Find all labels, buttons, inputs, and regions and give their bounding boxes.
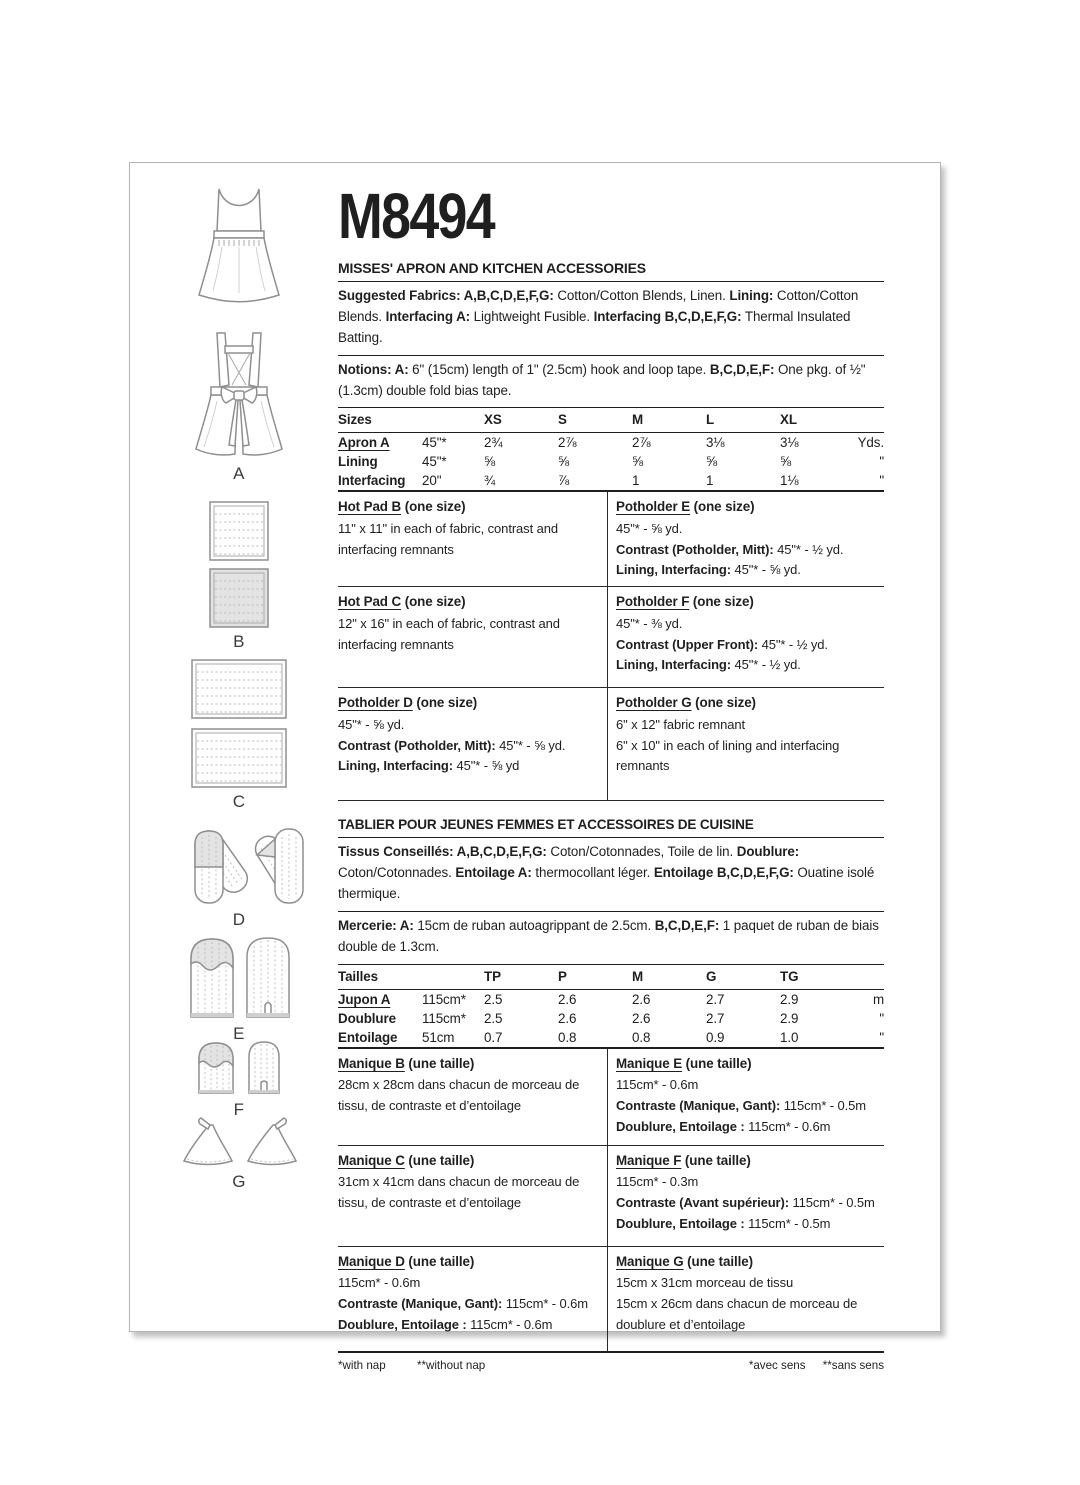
- text-segment: Doublure:: [736, 844, 800, 860]
- fabric-width: 20": [422, 473, 442, 489]
- text-segment: 31cm x 41cm dans chacun de morceau de tissu, de contraste et d’entoilage: [338, 1174, 580, 1211]
- notions-en: [338, 360, 884, 402]
- text-segment: 6" x 12" fabric remnant: [616, 716, 746, 732]
- row-label: Interfacing: [338, 473, 406, 489]
- requirement-line: [616, 635, 884, 656]
- text-segment: 115cm* - 0.6m: [338, 1275, 421, 1291]
- yardage-value: 2.7: [706, 1010, 725, 1026]
- text-segment: 45"* - ½ yd.: [758, 636, 828, 652]
- content-column: [338, 163, 884, 1372]
- text-segment: 6" x 10" in each of lining and interfacing remnants: [616, 737, 840, 774]
- notions-fr: [338, 916, 884, 958]
- text-segment: 115cm* - 0.3m: [616, 1174, 699, 1190]
- requirement-line: [338, 715, 597, 736]
- view-title: Manique B (une taille): [338, 1055, 475, 1071]
- divider: [338, 837, 884, 838]
- requirements-cell: [338, 1246, 607, 1351]
- size-column-header: TP: [484, 965, 558, 990]
- requirement-line: [616, 736, 884, 778]
- text-segment: Ouatine isolé thermique.: [338, 865, 875, 902]
- text-segment: Contrast (Upper Front):: [616, 636, 759, 652]
- text-segment: Lining, Interfacing:: [616, 657, 731, 673]
- text-segment: Notions: A:: [338, 361, 409, 377]
- text-segment: Mercerie: A:: [338, 918, 414, 934]
- requirement-line: [338, 519, 597, 561]
- text-segment: B,C,D,E,F:: [709, 361, 775, 377]
- pattern-description-en: MISSES' APRON AND KITCHEN ACCESSORIES: [338, 259, 646, 276]
- view-title: Hot Pad C (one size): [338, 594, 466, 610]
- requirement-line: [616, 1075, 884, 1096]
- yardage-value: 2⅞: [632, 435, 651, 451]
- size-column-header: S: [558, 408, 632, 433]
- yardage-table-fr: [338, 965, 884, 1047]
- requirement-line: [616, 1172, 884, 1193]
- requirement-line: [616, 655, 884, 676]
- divider: [338, 1351, 884, 1353]
- view-title: Manique C (une taille): [338, 1152, 475, 1168]
- yardage-value: 3⅛: [706, 435, 725, 451]
- figure-hotpad-b: [144, 501, 334, 652]
- size-column-header: P: [558, 965, 632, 990]
- requirement-line: [338, 756, 597, 777]
- requirements-cell: [338, 1145, 607, 1246]
- text-segment: Interfacing A:: [385, 308, 470, 324]
- figure-cone-potholder-g: [144, 1115, 334, 1192]
- text-segment: Contrast (Potholder, Mitt):: [616, 541, 774, 557]
- yardage-value: 2.6: [632, 991, 651, 1007]
- hot-pad-c-illustration: [190, 659, 288, 789]
- garment-illustrations: [144, 163, 334, 1331]
- yardage-value: ⅝: [484, 454, 496, 470]
- requirement-line: [616, 519, 884, 540]
- requirements-cell: [338, 1049, 607, 1145]
- view-title: Potholder F (one size): [616, 594, 754, 610]
- pattern-number: M8494: [338, 180, 494, 252]
- view-title: Manique G (une taille): [616, 1253, 753, 1269]
- text-segment: 45"* - ½ yd.: [773, 541, 844, 557]
- suggested-fabrics-fr: [338, 842, 884, 905]
- figure-mitt-e: [144, 933, 334, 1044]
- size-table-corner-header: Sizes: [338, 408, 484, 433]
- divider: [338, 355, 884, 356]
- requirement-line: [616, 1273, 884, 1294]
- requirement-line: [616, 715, 884, 736]
- requirement-line: [338, 736, 597, 757]
- yardage-value: ⅝: [706, 454, 718, 470]
- yardage-value: ⅞: [558, 473, 570, 489]
- text-segment: One pkg. of ½" (1.3cm) double fold bias tape.: [338, 361, 866, 398]
- size-table-corner-header: Tailles: [338, 965, 484, 990]
- requirement-line: [616, 1117, 884, 1138]
- text-segment: Coton/Cotonnades, Toile de lin.: [546, 844, 737, 860]
- fabric-width: 45"*: [422, 435, 447, 451]
- view-title: Manique F (une taille): [616, 1152, 751, 1168]
- text-segment: Lightweight Fusible.: [470, 308, 594, 324]
- requirement-line: [338, 1315, 597, 1336]
- text-segment: Contraste (Avant supérieur):: [616, 1195, 789, 1211]
- text-segment: 12" x 16" in each of fabric, contrast and interfacing remnants: [338, 615, 560, 652]
- yardage-value: 1: [706, 473, 714, 489]
- yardage-value: 0.7: [484, 1029, 503, 1045]
- row-label: Jupon A: [338, 991, 391, 1007]
- figure-double-mitt-d: [144, 825, 334, 930]
- suggested-fabrics-en: [338, 286, 884, 349]
- fabric-width: 115cm*: [422, 991, 466, 1007]
- text-segment: Coton/Cotonnades.: [338, 865, 456, 881]
- divider: [338, 911, 884, 912]
- apron-back-illustration: [184, 331, 294, 461]
- requirement-line: [616, 1294, 884, 1336]
- figure-label: A: [233, 464, 245, 483]
- pattern-envelope-back: [129, 162, 941, 1372]
- requirement-line: [616, 1214, 884, 1235]
- requirement-line: [338, 1273, 597, 1294]
- yardage-value: 1.0: [780, 1029, 799, 1045]
- text-segment: 45"* - ⅝ yd.: [338, 716, 405, 732]
- unit-value: ": [879, 473, 884, 489]
- text-segment: 15cm de ruban autoagrippant de 2.5cm.: [413, 918, 655, 934]
- footnote-fr: [749, 1359, 884, 1372]
- oven-mitt-e-illustration: [183, 933, 295, 1021]
- unit-column-header: [854, 965, 884, 990]
- text-segment: Contraste (Manique, Gant):: [616, 1098, 781, 1114]
- size-column-header: XS: [484, 408, 558, 433]
- yardage-value: 3⅛: [780, 435, 799, 451]
- view-title: Manique E (une taille): [616, 1055, 752, 1071]
- text-segment: Entoilage A:: [455, 865, 532, 881]
- requirements-cell: [338, 586, 607, 687]
- requirements-cell: [607, 1049, 884, 1145]
- hot-pad-b-illustration: [207, 501, 271, 629]
- figure-label: F: [233, 1100, 245, 1119]
- figure-label: C: [232, 792, 246, 811]
- size-column-header: L: [706, 408, 780, 433]
- text-segment: thermocollant léger.: [531, 865, 654, 881]
- yardage-value: ⅝: [558, 454, 570, 470]
- oven-mitt-f-illustration: [193, 1039, 285, 1097]
- yardage-value: 0.9: [706, 1029, 725, 1045]
- pattern-description-fr: TABLIER POUR JEUNES FEMMES ET ACCESSOIRES DE CUISINE: [338, 817, 754, 833]
- size-column-header: M: [632, 408, 706, 433]
- requirements-cell: [338, 492, 607, 586]
- size-column-header: TG: [780, 965, 854, 990]
- yardage-value: 2.7: [706, 991, 725, 1007]
- yardage-value: ¾: [484, 473, 496, 489]
- text-segment: Thermal Insulated Batting.: [338, 308, 851, 345]
- yardage-value: 2.6: [558, 991, 577, 1007]
- requirements-cell: [338, 687, 607, 800]
- text-segment: 45"* - ⅝ yd.: [731, 562, 801, 578]
- yardage-value: 0.8: [632, 1029, 651, 1045]
- unit-value: ": [879, 454, 884, 470]
- view-title: Potholder D (one size): [338, 695, 478, 711]
- unit-value: Yds.: [857, 435, 884, 451]
- yardage-value: 2⅞: [558, 435, 577, 451]
- unit-value: m: [872, 991, 884, 1007]
- requirement-line: [616, 1193, 884, 1214]
- yardage-value: 1: [632, 473, 640, 489]
- text-segment: Doublure, Entoilage :: [338, 1316, 467, 1332]
- text-segment: 45"* - ⅝ yd.: [495, 737, 566, 753]
- footnote-with-nap: *with nap: [338, 1358, 386, 1372]
- text-segment: Lining:: [729, 287, 774, 303]
- text-segment: Doublure, Entoilage :: [616, 1118, 745, 1134]
- text-segment: 45"* - ⅝ yd: [453, 758, 520, 774]
- row-label: Entoilage: [338, 1029, 398, 1045]
- text-segment: 115cm* - 0.5m: [788, 1195, 875, 1211]
- text-segment: B,C,D,E,F:: [654, 918, 720, 934]
- text-segment: 28cm x 28cm dans chacun de morceau de tissu, de contraste et d’entoilage: [338, 1077, 580, 1114]
- requirements-en: [338, 492, 884, 801]
- footnote-sans-sens: **sans sens: [822, 1358, 884, 1372]
- row-label: Doublure: [338, 1010, 396, 1026]
- yardage-table-en: [338, 408, 884, 490]
- figure-label: D: [232, 910, 246, 929]
- figure-label: B: [233, 632, 245, 651]
- text-segment: Interfacing B,C,D,E,F,G:: [593, 308, 742, 324]
- text-segment: 45"* - ⅝ yd.: [616, 520, 683, 536]
- size-column-header: M: [632, 965, 706, 990]
- yardage-value: 2.6: [558, 1010, 577, 1026]
- figure-label: G: [232, 1172, 246, 1191]
- yardage-value: 2.5: [484, 1010, 503, 1026]
- text-segment: 6" (15cm) length of 1" (2.5cm) hook and loop tape.: [408, 361, 710, 377]
- text-segment: 15cm x 31cm morceau de tissu: [616, 1275, 794, 1291]
- unit-value: ": [879, 1029, 884, 1045]
- footnote-avec-sens: *avec sens: [748, 1358, 806, 1372]
- text-segment: Cotton/Cotton Blends, Linen.: [553, 287, 730, 303]
- requirements-cell: [607, 1246, 884, 1351]
- text-segment: 15cm x 26cm dans chacun de morceau de doublure et d’entoilage: [616, 1296, 858, 1332]
- text-segment: Lining, Interfacing:: [616, 562, 731, 578]
- text-segment: Tissus Conseillés: A,B,C,D,E,F,G:: [338, 844, 547, 860]
- requirement-line: [338, 1294, 597, 1315]
- requirement-line: [616, 614, 884, 635]
- fabric-width: 45"*: [422, 454, 447, 470]
- requirement-line: [616, 1096, 884, 1117]
- text-segment: 45"* - ½ yd.: [731, 657, 801, 673]
- requirement-line: [616, 540, 884, 561]
- text-segment: Cotton/Cotton Blends.: [338, 287, 859, 324]
- requirement-line: [338, 1172, 597, 1214]
- view-title: Manique D (une taille): [338, 1253, 475, 1269]
- figure-apron-a: [144, 185, 334, 484]
- text-segment: 11" x 11" in each of fabric, contrast and interfacing remnants: [338, 520, 558, 557]
- requirement-line: [616, 560, 884, 581]
- text-segment: 115cm* - 0.6m: [744, 1118, 831, 1134]
- yardage-value: ⅝: [632, 454, 644, 470]
- row-label: Apron A: [338, 435, 390, 451]
- requirement-line: [338, 1075, 597, 1117]
- row-label: Lining: [338, 454, 378, 470]
- requirements-fr: [338, 1049, 884, 1351]
- text-segment: Suggested Fabrics: A,B,C,D,E,F,G:: [338, 287, 554, 303]
- yardage-value: 2.9: [780, 1010, 799, 1026]
- fabric-width: 115cm*: [422, 1010, 466, 1026]
- apron-front-illustration: [189, 185, 289, 323]
- yardage-value: ⅝: [780, 454, 792, 470]
- text-segment: 115cm* - 0.6m: [616, 1077, 699, 1093]
- requirements-cell: [607, 687, 884, 800]
- size-column-header: G: [706, 965, 780, 990]
- yardage-value: 1⅛: [780, 473, 799, 489]
- figure-hotpad-c: [144, 659, 334, 812]
- text-segment: Contraste (Manique, Gant):: [338, 1296, 503, 1312]
- text-segment: 115cm* - 0.5m: [744, 1215, 831, 1231]
- yardage-value: 2.9: [780, 991, 799, 1007]
- cone-potholder-g-illustration: [177, 1115, 301, 1169]
- yardage-value: 2¾: [484, 435, 503, 451]
- divider: [338, 281, 884, 282]
- text-segment: Entoilage B,C,D,E,F,G:: [653, 865, 794, 881]
- text-segment: 115cm* - 0.5m: [780, 1098, 867, 1114]
- requirements-cell: [607, 492, 884, 586]
- footnote-en: [338, 1359, 485, 1372]
- fabric-width: 51cm: [422, 1029, 455, 1045]
- yardage-value: 0.8: [558, 1029, 577, 1045]
- requirement-line: [338, 614, 597, 656]
- requirements-cell: [607, 586, 884, 687]
- yardage-value: 2.5: [484, 991, 503, 1007]
- text-segment: 115cm* - 0.6m: [502, 1296, 589, 1312]
- figure-label: E: [233, 1024, 245, 1043]
- unit-value: ": [879, 1010, 884, 1026]
- size-column-header: XL: [780, 408, 854, 433]
- text-segment: 115cm* - 0.6m: [466, 1316, 553, 1332]
- view-title: Potholder E (one size): [616, 499, 755, 515]
- text-segment: Doublure, Entoilage :: [616, 1215, 745, 1231]
- text-segment: 45"* - ⅜ yd.: [616, 615, 683, 631]
- text-segment: Lining, Interfacing:: [338, 758, 453, 774]
- unit-column-header: [854, 408, 884, 433]
- view-title: Potholder G (one size): [616, 695, 756, 711]
- yardage-value: 2.6: [632, 1010, 651, 1026]
- footnotes: [338, 1359, 884, 1372]
- text-segment: 1 paquet de ruban de biais double de 1.3cm.: [338, 918, 879, 955]
- footnote-without-nap: **without nap: [416, 1358, 486, 1372]
- view-title: Hot Pad B (one size): [338, 499, 466, 515]
- double-mitt-d-illustration: [153, 825, 325, 907]
- figure-mitt-f: [144, 1039, 334, 1120]
- requirements-cell: [607, 1145, 884, 1246]
- text-segment: Contrast (Potholder, Mitt):: [338, 737, 496, 753]
